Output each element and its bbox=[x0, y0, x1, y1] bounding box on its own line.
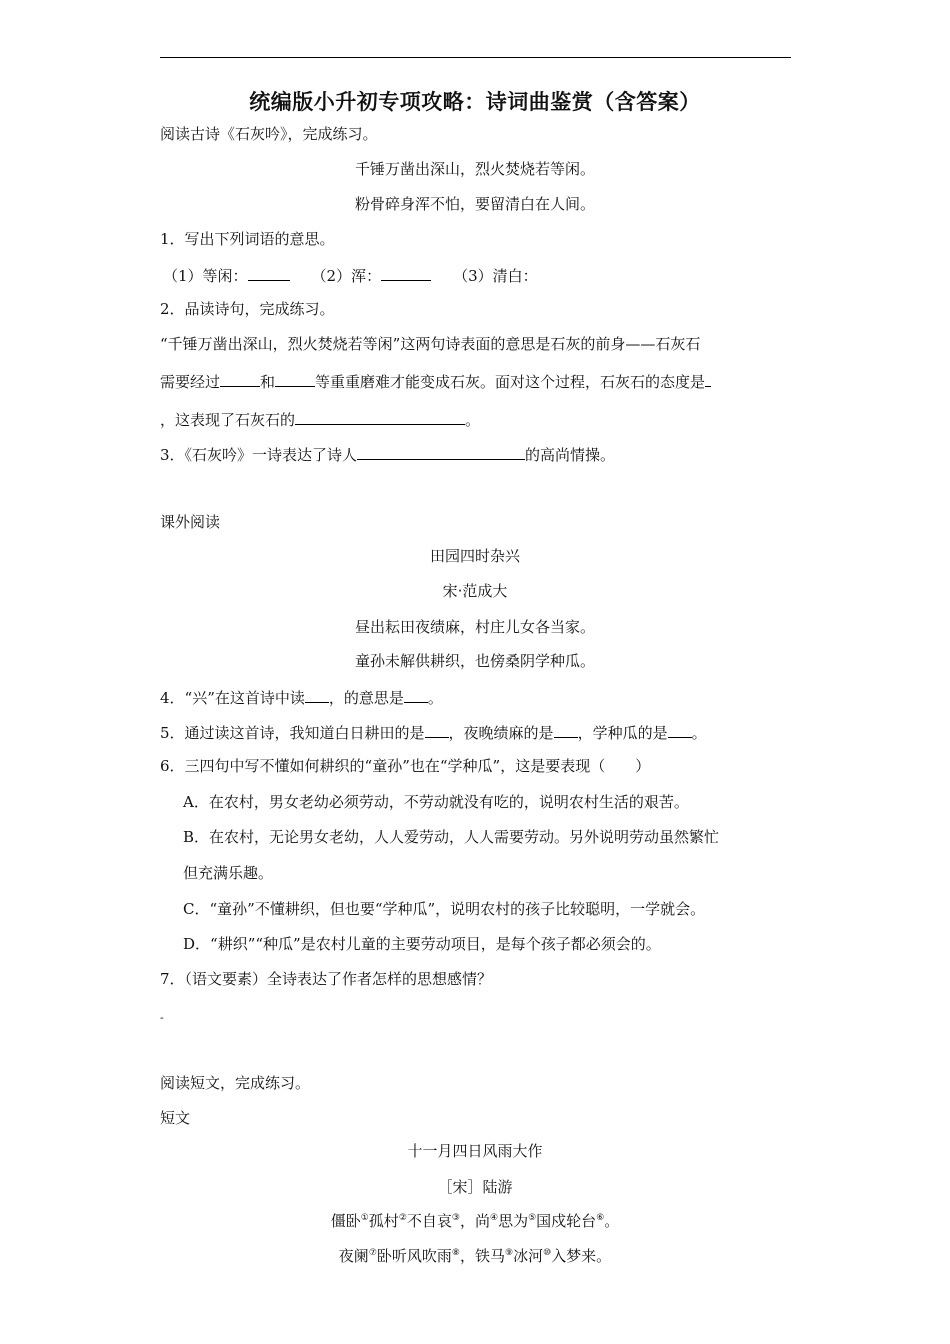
q3-text-b: 的高尚情操。 bbox=[525, 446, 616, 464]
page-title: 统编版小升初专项攻略：诗词曲鉴赏（含答案） bbox=[249, 89, 701, 114]
q6-option-c[interactable]: C．“童孙”不懂耕织，但也要“学种瓜”，说明农村的孩子比较聪明，一学就会。 bbox=[183, 900, 706, 918]
footnote-marker: ④ bbox=[490, 1213, 499, 1223]
q4-blank-2[interactable] bbox=[404, 686, 428, 703]
footnote-marker: ② bbox=[398, 1213, 407, 1223]
q4 bbox=[160, 686, 443, 708]
q5-blank-1[interactable] bbox=[425, 721, 449, 738]
poem3-line2 bbox=[0, 1246, 950, 1266]
q2-line3 bbox=[160, 408, 480, 430]
q5 bbox=[160, 721, 707, 743]
q5-text-c: ，学种瓜的是 bbox=[577, 724, 668, 742]
q2-blank-1[interactable] bbox=[220, 370, 260, 387]
q1-blank-1[interactable] bbox=[248, 264, 290, 281]
q1-item-2: （2）浑： bbox=[311, 267, 382, 285]
q6-option-b-line1[interactable]: B．在农村，无论男女老幼，人人爱劳动，人人需要劳动。另外说明劳动虽然繁忙 bbox=[183, 828, 720, 846]
q1-items bbox=[163, 264, 538, 286]
poem3-segment: 孤村 bbox=[368, 1212, 399, 1230]
q2-text-d: ，这表现了石灰石的 bbox=[160, 411, 296, 429]
footnote-marker: ⑩ bbox=[543, 1248, 552, 1258]
footnote-marker: ⑦ bbox=[368, 1248, 377, 1258]
q2-line2 bbox=[160, 370, 711, 392]
poem3-segment: 国戍轮台 bbox=[536, 1212, 597, 1230]
poem3-segment: 僵卧 bbox=[330, 1212, 361, 1230]
q6-option-d[interactable]: D．“耕织”“种瓜”是农村儿童的主要劳动项目，是每个孩子都必须会的。 bbox=[183, 935, 661, 953]
footnote-marker: ⑥ bbox=[596, 1213, 605, 1223]
poem3-segment: 不自哀 bbox=[406, 1212, 452, 1230]
q2-text-c: 等重重磨难才能变成石灰。面对这个过程，石灰石的态度是 bbox=[315, 373, 706, 391]
q4-text-a: 4．“兴”在这首诗中读 bbox=[160, 689, 305, 707]
poem2-title: 田园四时杂兴 bbox=[429, 547, 520, 565]
poem2-line2: 童孙未解供耕织，也傍桑阴学种瓜。 bbox=[354, 652, 595, 670]
poem1-line1: 千锤万凿出深山，烈火焚烧若等闲。 bbox=[354, 160, 595, 178]
q2-text-a: 需要经过 bbox=[160, 373, 221, 391]
footnote-marker: ⑤ bbox=[528, 1213, 537, 1223]
q5-blank-2[interactable] bbox=[554, 721, 578, 738]
footnote-marker: ① bbox=[360, 1213, 369, 1223]
section3-intro: 阅读短文，完成练习。 bbox=[160, 1074, 311, 1092]
poem3-segment: 冰河 bbox=[513, 1247, 544, 1265]
q1-item-1: （1）等闲： bbox=[163, 267, 248, 285]
q2-text-e: 。 bbox=[465, 411, 481, 429]
poem2-author: 宋·范成大 bbox=[442, 582, 508, 600]
q2-blank-4[interactable] bbox=[295, 408, 465, 425]
q2-blank-3[interactable] bbox=[705, 370, 711, 387]
q6-option-a[interactable]: A．在农村，男女老幼必须劳动，不劳动就没有吃的，说明农村生活的艰苦。 bbox=[183, 793, 689, 811]
q2-blank-2[interactable] bbox=[275, 370, 315, 387]
q2-text-b: 和 bbox=[260, 373, 276, 391]
footnote-marker: ③ bbox=[451, 1213, 460, 1223]
poem3-segment: ，尚 bbox=[459, 1212, 490, 1230]
poem3-line1 bbox=[0, 1211, 950, 1231]
q4-blank-1[interactable] bbox=[305, 686, 329, 703]
q3-text-a: 3．《石灰吟》一诗表达了诗人 bbox=[160, 446, 358, 464]
footnote-marker: ⑨ bbox=[505, 1248, 514, 1258]
q2-line1: “千锤万凿出深山，烈火焚烧若等闲”这两句诗表面的意思是石灰的前身——石灰石 bbox=[160, 335, 701, 353]
poem3-segment: 。 bbox=[604, 1212, 620, 1230]
q3-blank[interactable] bbox=[357, 443, 525, 460]
q5-text-b: ，夜晚绩麻的是 bbox=[448, 724, 554, 742]
q5-text-a: 5．通过读这首诗，我知道白日耕田的是 bbox=[160, 724, 425, 742]
q1-blank-2[interactable] bbox=[381, 264, 431, 281]
poem3-segment: 思为 bbox=[498, 1212, 529, 1230]
q3 bbox=[160, 443, 615, 465]
poem3-segment: 入梦来。 bbox=[551, 1247, 612, 1265]
q7-answer-line[interactable]: - bbox=[160, 1011, 164, 1024]
poem3-title: 十一月四日风雨大作 bbox=[407, 1142, 543, 1160]
poem3-segment: 卧听风吹雨 bbox=[376, 1247, 452, 1265]
q5-text-d: 。 bbox=[691, 724, 707, 742]
section3-heading: 短文 bbox=[160, 1109, 191, 1127]
q6-stem: 6．三四句中写不懂如何耕织的“童孙”也在“学种瓜”，这是要表现（ ） bbox=[160, 757, 651, 775]
q1-stem: 1．写出下列词语的意思。 bbox=[160, 230, 335, 248]
q4-text-b: ，的意思是 bbox=[328, 689, 404, 707]
q6-option-b-line2[interactable]: 但充满乐趣。 bbox=[183, 864, 274, 882]
top-rule bbox=[160, 57, 791, 58]
q2-stem: 2．品读诗句，完成练习。 bbox=[160, 300, 335, 318]
section2-heading: 课外阅读 bbox=[160, 513, 221, 531]
q5-blank-3[interactable] bbox=[668, 721, 692, 738]
poem3-author: ［宋］陆游 bbox=[437, 1178, 513, 1196]
poem2-line1: 昼出耘田夜绩麻，村庄儿女各当家。 bbox=[354, 618, 595, 636]
q7: 7．（语文要素）全诗表达了作者怎样的思想感情？ bbox=[160, 970, 493, 988]
footnote-marker: ⑧ bbox=[451, 1248, 460, 1258]
poem1-line2: 粉骨碎身浑不怕，要留清白在人间。 bbox=[354, 195, 595, 213]
poem3-segment: ，铁马 bbox=[459, 1247, 505, 1265]
section1-intro: 阅读古诗《石灰吟》，完成练习。 bbox=[160, 125, 378, 143]
poem3-segment: 夜阑 bbox=[338, 1247, 369, 1265]
q1-item-3: （3）清白： bbox=[453, 267, 538, 285]
q4-text-c: 。 bbox=[427, 689, 443, 707]
